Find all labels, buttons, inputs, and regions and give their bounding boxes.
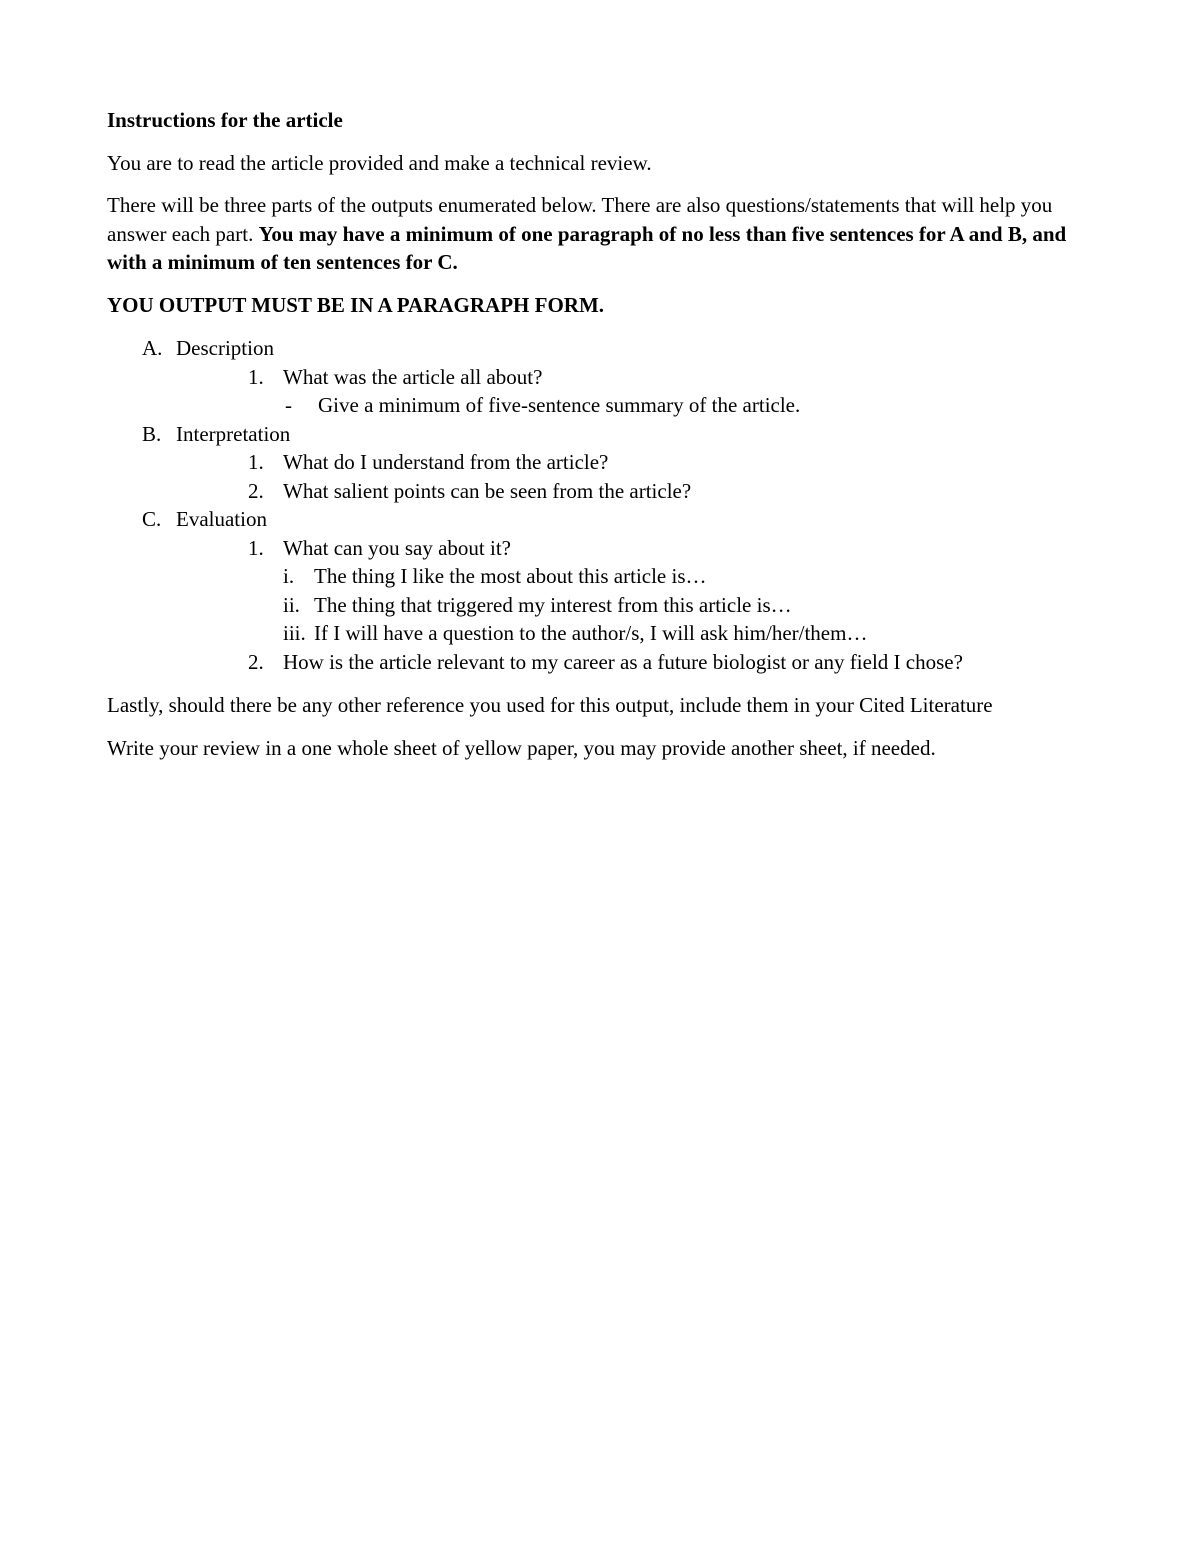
document-page (107, 106, 1097, 776)
roman-marker: iii. (283, 621, 306, 645)
outline-item-b (107, 420, 1097, 449)
outline-label: Evaluation (176, 507, 267, 531)
roman-marker: ii. (283, 592, 300, 617)
outline-item-c (107, 505, 1097, 534)
outline-marker: 2. (248, 649, 264, 674)
paragraph-form-note: YOU OUTPUT MUST BE IN A PARAGRAPH FORM. (107, 292, 605, 317)
outline-prompt: The thing that triggered my interest from this article is… (314, 592, 792, 617)
outline-roman-item (107, 562, 1097, 591)
outline-question: What can you say about it? (283, 535, 512, 560)
outline-marker: 1. (248, 364, 264, 389)
outline-subitem (107, 534, 1097, 563)
outline-marker: 1. (248, 450, 264, 474)
outline-question: What salient points can be seen from the article? (283, 478, 692, 503)
parts-paragraph (107, 191, 1097, 277)
outline-marker: A. (142, 336, 163, 360)
minimum-requirement-text: You may have a minimum of one paragraph of no less than five sentences for A and B, and with a minimum of ten sentences for C. (107, 221, 1067, 274)
outline-question: How is the article relevant to my career as a future biologist or any field I chose? (283, 649, 963, 674)
outline-list (107, 334, 1097, 676)
outline-subitem (107, 648, 1097, 677)
yellow-paper-paragraph: Write your review in a one whole sheet of yellow paper, you may provide another sheet, if needed. (107, 735, 936, 760)
outline-roman-item (107, 619, 1097, 648)
outline-label: Interpretation (176, 421, 291, 446)
outline-subitem (107, 363, 1097, 392)
outline-marker: 1. (248, 535, 264, 560)
roman-marker: i. (283, 564, 295, 588)
outline-label: Description (176, 336, 274, 360)
outline-bullet (107, 391, 1097, 420)
outline-item-a (107, 334, 1097, 363)
outline-marker: C. (142, 507, 162, 531)
outline-bullet-text: Give a minimum of five-sentence summary of the article. (318, 393, 801, 417)
outline-prompt: The thing I like the most about this article is… (314, 564, 707, 588)
outline-marker: 2. (248, 478, 264, 503)
intro-paragraph: You are to read the article provided and make a technical review. (107, 150, 652, 175)
document-title: Instructions for the article (107, 108, 343, 132)
cited-literature-paragraph: Lastly, should there be any other reference you used for this output, include them in your Cited Literature (107, 693, 993, 717)
outline-question: What was the article all about? (283, 364, 543, 389)
outline-subitem (107, 477, 1097, 506)
dash-marker: - (285, 393, 292, 417)
outline-roman-item (107, 591, 1097, 620)
outline-marker: B. (142, 421, 162, 446)
outline-subitem (107, 448, 1097, 477)
outline-prompt: If I will have a question to the author/s, I will ask him/her/them… (314, 621, 868, 645)
parts-paragraph-text: There will be three parts of the outputs enumerated below. There are also questions/statements that will help you answer each part. (107, 193, 1053, 246)
outline-question: What do I understand from the article? (283, 450, 609, 474)
